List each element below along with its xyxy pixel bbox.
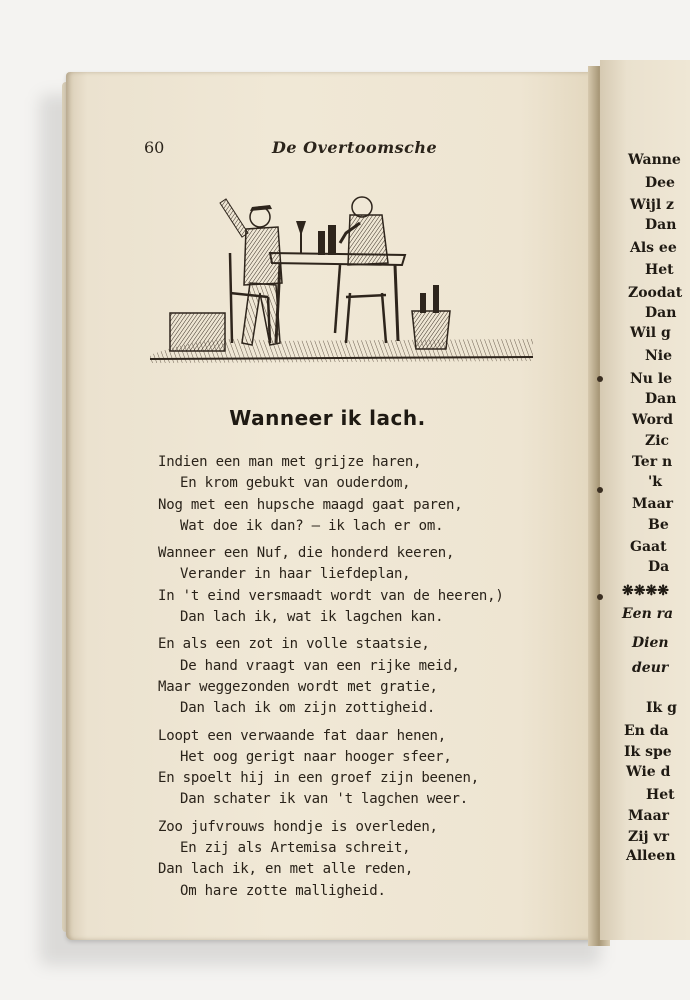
right-page-fragment: Ik g [646,700,677,716]
right-page-fragment: Dien [632,635,669,651]
poem-title: Wanneer ik lach. [229,406,426,430]
page-header [144,138,444,162]
right-page-fragment: Dee [645,175,675,191]
poem-line: Wanneer een Nuf, die honderd keeren, [158,545,455,562]
poem-line: En krom gebukt van ouderdom, [180,475,411,492]
right-page-fragment: Dan [645,217,677,233]
poem-line: Het oog gerigt naar hooger sfeer, [180,748,452,765]
right-page-fragment: ❋❋❋❋ [622,583,669,599]
stanza [158,543,578,628]
right-page-fragment: Het [646,787,675,803]
stanza [158,634,578,719]
poem-body [158,452,578,908]
right-page-fragment: En da [624,723,669,739]
right-page-fragment: Dan [645,391,677,407]
right-page-fragment: Het [645,262,674,278]
right-page-fragment: Zic [645,433,670,449]
right-page-fragment: Wil g [630,325,671,341]
poem-line: Om hare zotte malligheid. [180,882,386,899]
running-title: De Overtoomsche [272,138,438,157]
poem-line: Loopt een verwaande fat daar henen, [158,727,447,744]
right-page-fragment: Ik spe [624,744,672,760]
poem-line: De hand vraagt van een rijke meid, [180,657,460,674]
right-page-fragment: Be [648,517,669,533]
poem-line: Nog met een hupsche maagd gaat paren, [158,496,463,513]
poem-line: Dan lach ik, en met alle reden, [158,861,414,878]
right-page-fragment: Gaat [630,539,667,555]
right-page-fragment: Dan [645,305,677,321]
right-page-fragment: 'k [648,474,662,490]
right-page-fragment: Maar [632,496,674,512]
poem-line: Verander in haar liefdeplan, [180,566,411,583]
stanza [158,817,578,902]
binding-stitch [597,487,603,493]
right-page-fragment: Da [648,559,670,575]
poem-line: In 't eind versmaadt wordt van de heeren,) [158,587,504,604]
poem-line: En als een zot in volle staatsie, [158,636,430,653]
right-page-fragment: Alleen [626,848,676,864]
poem-line: Dan schater ik van 't lagchen weer. [180,791,469,808]
right-page-fragment: Zij vr [628,829,669,845]
right-page-fragment: Een ra [622,606,674,622]
right-page-fragment: Ter n [632,454,673,470]
poem-title-wrap [0,406,675,430]
right-page-fragment: Wanne [628,152,681,168]
right-page-fragment: Nie [645,348,673,364]
page-number: 60 [144,138,165,157]
poem-line: Indien een man met grijze haren, [158,454,422,470]
poem-line: Dan lach ik om zijn zottigheid. [180,700,436,717]
binding-stitch [597,594,603,600]
woodcut-illustration [150,193,533,365]
poem-line: Wat doe ik dan? — ik lach er om. [180,517,444,534]
right-page-text [622,0,682,1000]
poem-line: Zoo jufvrouws hondje is overleden, [158,818,438,835]
right-page-fragment: Als ee [630,240,677,256]
stanza [158,726,578,811]
right-page-fragment: Maar [628,808,670,824]
right-page-fragment: Nu le [630,371,673,387]
poem-line: Dan lach ik, wat ik lagchen kan. [180,609,444,626]
poem-line: Maar weggezonden wordt met gratie, [158,678,438,695]
stanza [158,452,578,537]
poem-line: En spoelt hij in een groef zijn beenen, [158,770,479,787]
right-page-fragment: Wie d [626,764,671,780]
right-page-fragment: deur [632,660,669,676]
right-page-fragment: Zoodat [628,285,683,301]
poem-line: En zij als Artemisa schreit, [180,840,411,857]
right-page-fragment: Word [632,412,674,428]
right-page-fragment: Wijl z [630,197,675,213]
binding-stitch [597,376,603,382]
